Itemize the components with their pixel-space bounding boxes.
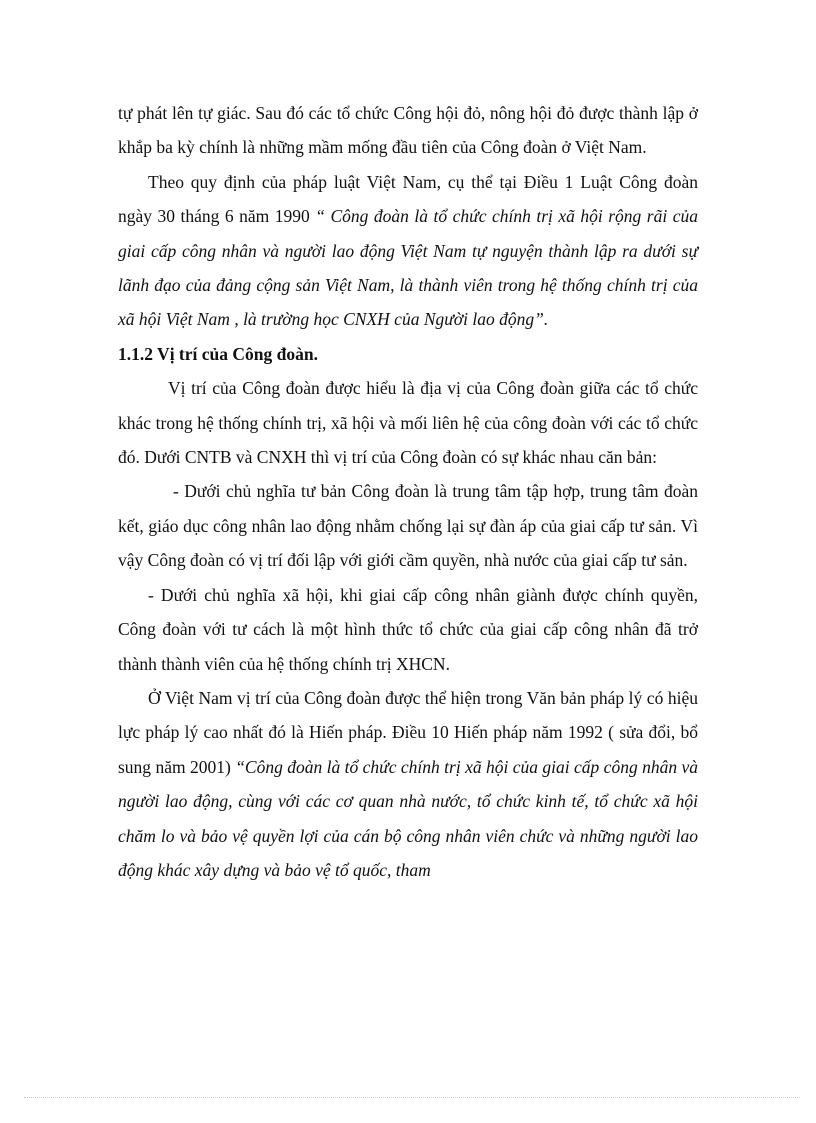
document-page bbox=[118, 96, 698, 887]
paragraph-capitalism: - Dưới chủ nghĩa tư bản Công đoàn là trung tâm tập hợp, trung tâm đoàn kết, giáo dục công nhân lao động nhằm chống lại sự đàn áp của giai cấp tư sản. Vì vậy Công đoàn có vị trí đối lập với giới cầm quyền, nhà nước của giai cấp tư sản. bbox=[118, 481, 698, 571]
paragraph-constitution bbox=[118, 681, 698, 887]
paragraph-position-intro: Vị trí của Công đoàn được hiểu là địa vị của Công đoàn giữa các tổ chức khác trong hệ thống chính trị, xã hội và mối liên hệ của công đoàn với các tổ chức đó. Dưới CNTB và CNXH thì vị trí của Công đoàn có sự khác nhau căn bản: bbox=[118, 378, 698, 468]
legal-definition-quote: “ Công đoàn là tổ chức chính trị xã hội rộng rãi của giai cấp công nhân và người lao động Việt Nam tự nguyện thành lập ra dưới sự lãnh đạo của đảng cộng sản Việt Nam, là thành viên trong hệ thống chính trị của xã hội Việt Nam , là trường học CNXH của Người lao động”. bbox=[118, 206, 698, 330]
legal-definition-intro: Theo quy định của pháp luật Việt Nam, cụ thể tại Điều 1 Luật Công đoàn ngày 30 tháng 6 năm 1990 bbox=[118, 171, 698, 227]
paragraph-socialism: - Dưới chủ nghĩa xã hội, khi giai cấp công nhân giành được chính quyền, Công đoàn với tư cách là một hình thức tổ chức của giai cấp công nhân đã trở thành thành viên của hệ thống chính trị XHCN. bbox=[118, 584, 698, 674]
section-heading: 1.1.2 Vị trí của Công đoàn. bbox=[118, 343, 318, 364]
page-bottom-divider bbox=[24, 1097, 800, 1098]
constitution-intro: Ở Việt Nam vị trí của Công đoàn được thể hiện trong Văn bản pháp lý có hiệu lực pháp lý cao nhất đó là Hiến pháp. Điều 10 Hiến pháp năm 1992 ( sửa đổi, bổ sung năm 2001) bbox=[118, 687, 698, 777]
paragraph-legal-definition bbox=[118, 165, 698, 337]
paragraph-origin: tự phát lên tự giác. Sau đó các tổ chức Công hội đỏ, nông hội đỏ được thành lập ở khắp ba kỳ chính là những mầm mống đầu tiên của Công đoàn ở Việt Nam. bbox=[118, 103, 698, 158]
constitution-quote: “Công đoàn là tổ chức chính trị xã hội của giai cấp công nhân và người lao động, cùng với các cơ quan nhà nước, tổ chức kinh tế, tổ chức xã hội chăm lo và bảo vệ quyền lợi của cán bộ công nhân viên chức và những người lao động khác xây dựng và bảo vệ tổ quốc, tham bbox=[118, 756, 698, 880]
